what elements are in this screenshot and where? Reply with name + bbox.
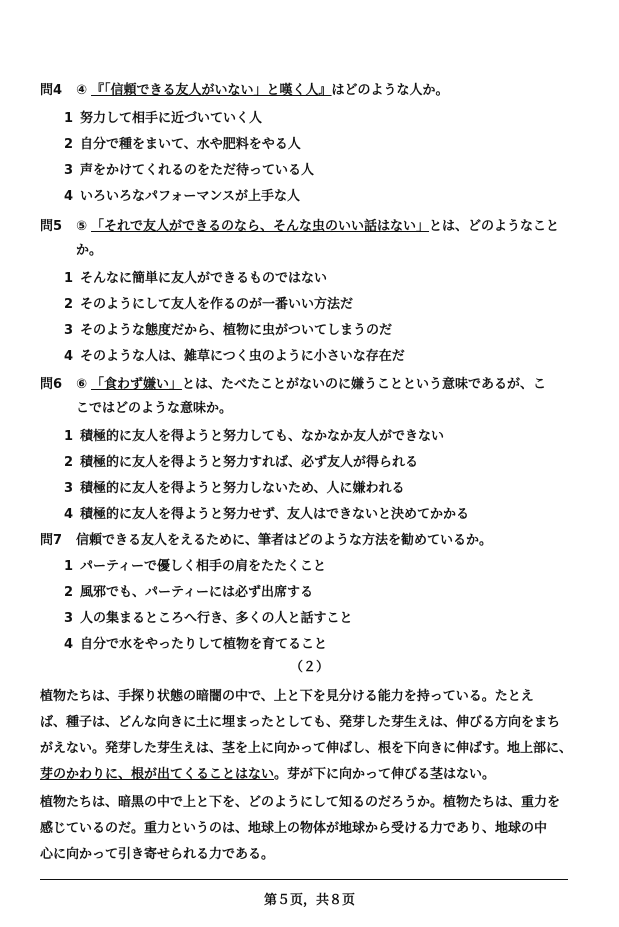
option: 1 パーティーで優しく相手の肩をたたくこと	[64, 559, 326, 574]
underlined-quote: 「食わず嫌い」	[91, 377, 183, 392]
passage-line: 植物たちは、手探り状態の暗闇の中で、上と下を見分ける能力を持っている。たとえ	[40, 689, 534, 704]
option: 1 そんなに簡単に友人ができるものではない	[64, 271, 328, 286]
question-number: 問4	[40, 83, 63, 98]
underlined-quote: 「それで友人ができるのなら、そんな虫のいい話はない」	[91, 219, 430, 234]
question-number: 問6	[40, 377, 63, 392]
circled-marker: ④	[76, 83, 88, 98]
question-text: 信頼できる友人をえるために、筆者はどのような方法を勧めているか。	[76, 533, 493, 548]
option: 4 いろいろなパフォーマンスが上手な人	[64, 189, 300, 204]
underlined-phrase: 芽のかわりに、根が出てくることはない	[40, 767, 275, 782]
passage-line: 心に向かって引き寄せられる力である。	[40, 847, 275, 862]
option: 4 自分で水をやったりして植物を育てること	[64, 637, 328, 652]
question-tail: とは、たべたことがないのに嫌うことという意味であるが、こ	[182, 377, 547, 392]
passage-line: 植物たちは、暗黒の中で上と下を、どのようにして知るのだろうか。植物たちは、重力を	[40, 795, 561, 810]
passage-line: 感じているのだ。重力というのは、地球上の物体が地球から受ける力であり、地球の中	[40, 821, 548, 836]
option: 2 そのようにして友人を作るのが一番いい方法だ	[64, 297, 354, 312]
passage-line: ば、種子は、どんな向きに土に埋まったとしても、発芽した芽生えは、伸びる方向をまち	[40, 715, 561, 730]
option: 3 積極的に友人を得ようと努力しないため、人に嫌われる	[64, 481, 405, 496]
question-number: 問5	[40, 219, 63, 234]
footer-divider	[40, 879, 568, 880]
option: 2 自分で種をまいて、水や肥料をやる人	[64, 137, 301, 152]
question-4	[40, 78, 580, 104]
page-number: 第５页，共８页	[263, 893, 355, 908]
question-6-continuation: こではどのような意味か。	[76, 401, 233, 416]
circled-marker: ⑥	[76, 377, 88, 392]
circled-marker: ⑤	[76, 219, 88, 234]
passage-line: 芽のかわりに、根が出てくることはない。芽が下に向かって伸びる茎はない。	[40, 767, 496, 782]
option: 2 積極的に友人を得ようと努力すれば、必ず友人が得られる	[64, 455, 419, 470]
question-6	[40, 372, 580, 398]
underlined-quote: 『「信頼できる友人がいない」と嘆く人』	[91, 83, 332, 98]
option: 1 積極的に友人を得ようと努力しても、なかなか友人ができない	[64, 429, 445, 444]
option: 4 積極的に友人を得ようと努力せず、友人はできないと決めてかかる	[64, 507, 469, 522]
question-number: 問7	[40, 533, 63, 548]
section-heading: （２）	[289, 660, 329, 675]
option: 4 そのような人は、雑草につく虫のように小さいな存在だ	[64, 349, 405, 364]
question-5	[40, 214, 580, 240]
option: 1 努力して相手に近づいていく人	[64, 111, 263, 126]
option: 2 風邪でも、パーティーには必ず出席する	[64, 585, 313, 600]
question-tail: はどのような人か。	[331, 83, 449, 98]
question-5-continuation: か。	[76, 243, 103, 258]
question-tail: とは、どのようなこと	[429, 219, 560, 234]
option: 3 そのような態度だから、植物に虫がついてしまうのだ	[64, 323, 393, 338]
option: 3 人の集まるところへ行き、多くの人と話すこと	[64, 611, 353, 626]
option: 3 声をかけてくれるのをただ待っている人	[64, 163, 315, 178]
passage-line: がえない。発芽した芽生えは、茎を上に向かって伸ばし、根を下向きに伸ばす。地上部に、	[40, 741, 572, 756]
question-7	[40, 528, 580, 554]
